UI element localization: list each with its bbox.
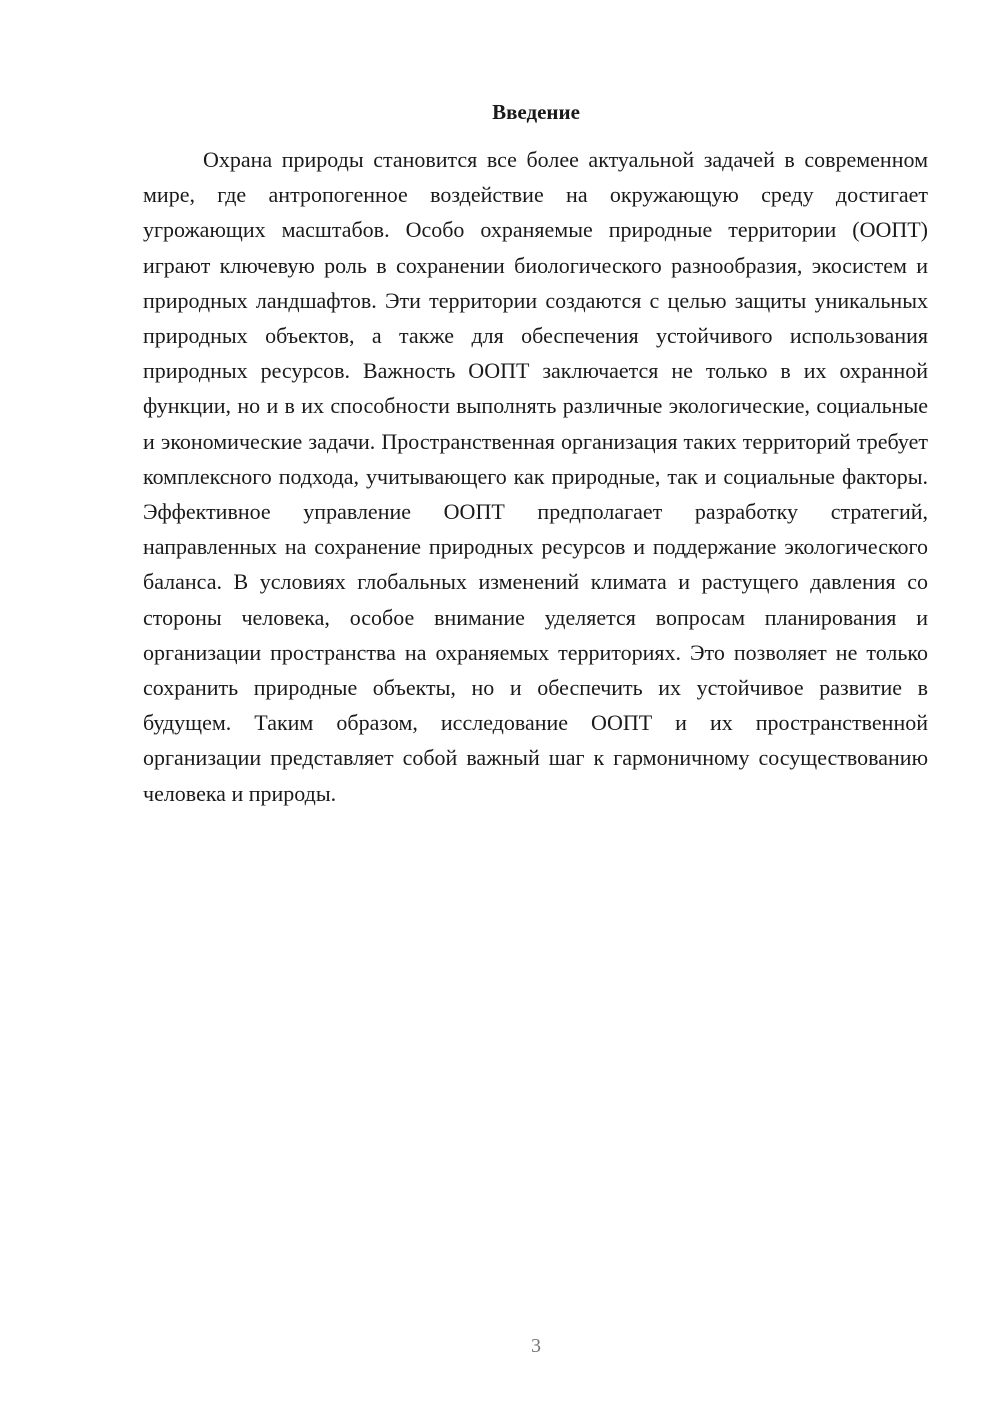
page-number: 3 [531, 1335, 541, 1357]
body-paragraph: Охрана природы становится все более актуальной задачей в современном мире, где антропогенное воздействие на окружающую среду достигает угрожающих масштабов. Особо охраняемые природные территории (ООПТ) играют ключевую роль в сохранении биологического разнообразия, экосистем и природных ландшафтов. Эти территории создаются с целью защиты уникальных природных объектов, а также для обеспечения устойчивого использования природных ресурсов. Важность ООПТ заключается не только в их охранной функции, но и в их способности выполнять различные экологические, социальные и экономические задачи. Пространственная организация таких территорий требует комплексного подхода, учитывающего как природные, так и социальные факторы. Эффективное управление ООПТ предполагает разработку стратегий, направленных на сохранение природных ресурсов и поддержание экологического баланса. В условиях глобальных изменений климата и растущего давления со стороны человека, особое внимание уделяется вопросам планирования и организации пространства на охраняемых территориях. Это позволяет не только сохранить природные объекты, но и обеспечить их устойчивое развитие в будущем. Таким образом, исследование ООПТ и их пространственной организации представляет собой важный шаг к гармоничному сосуществованию человека и природы. [143, 147, 928, 806]
section-heading: Введение [492, 100, 580, 124]
